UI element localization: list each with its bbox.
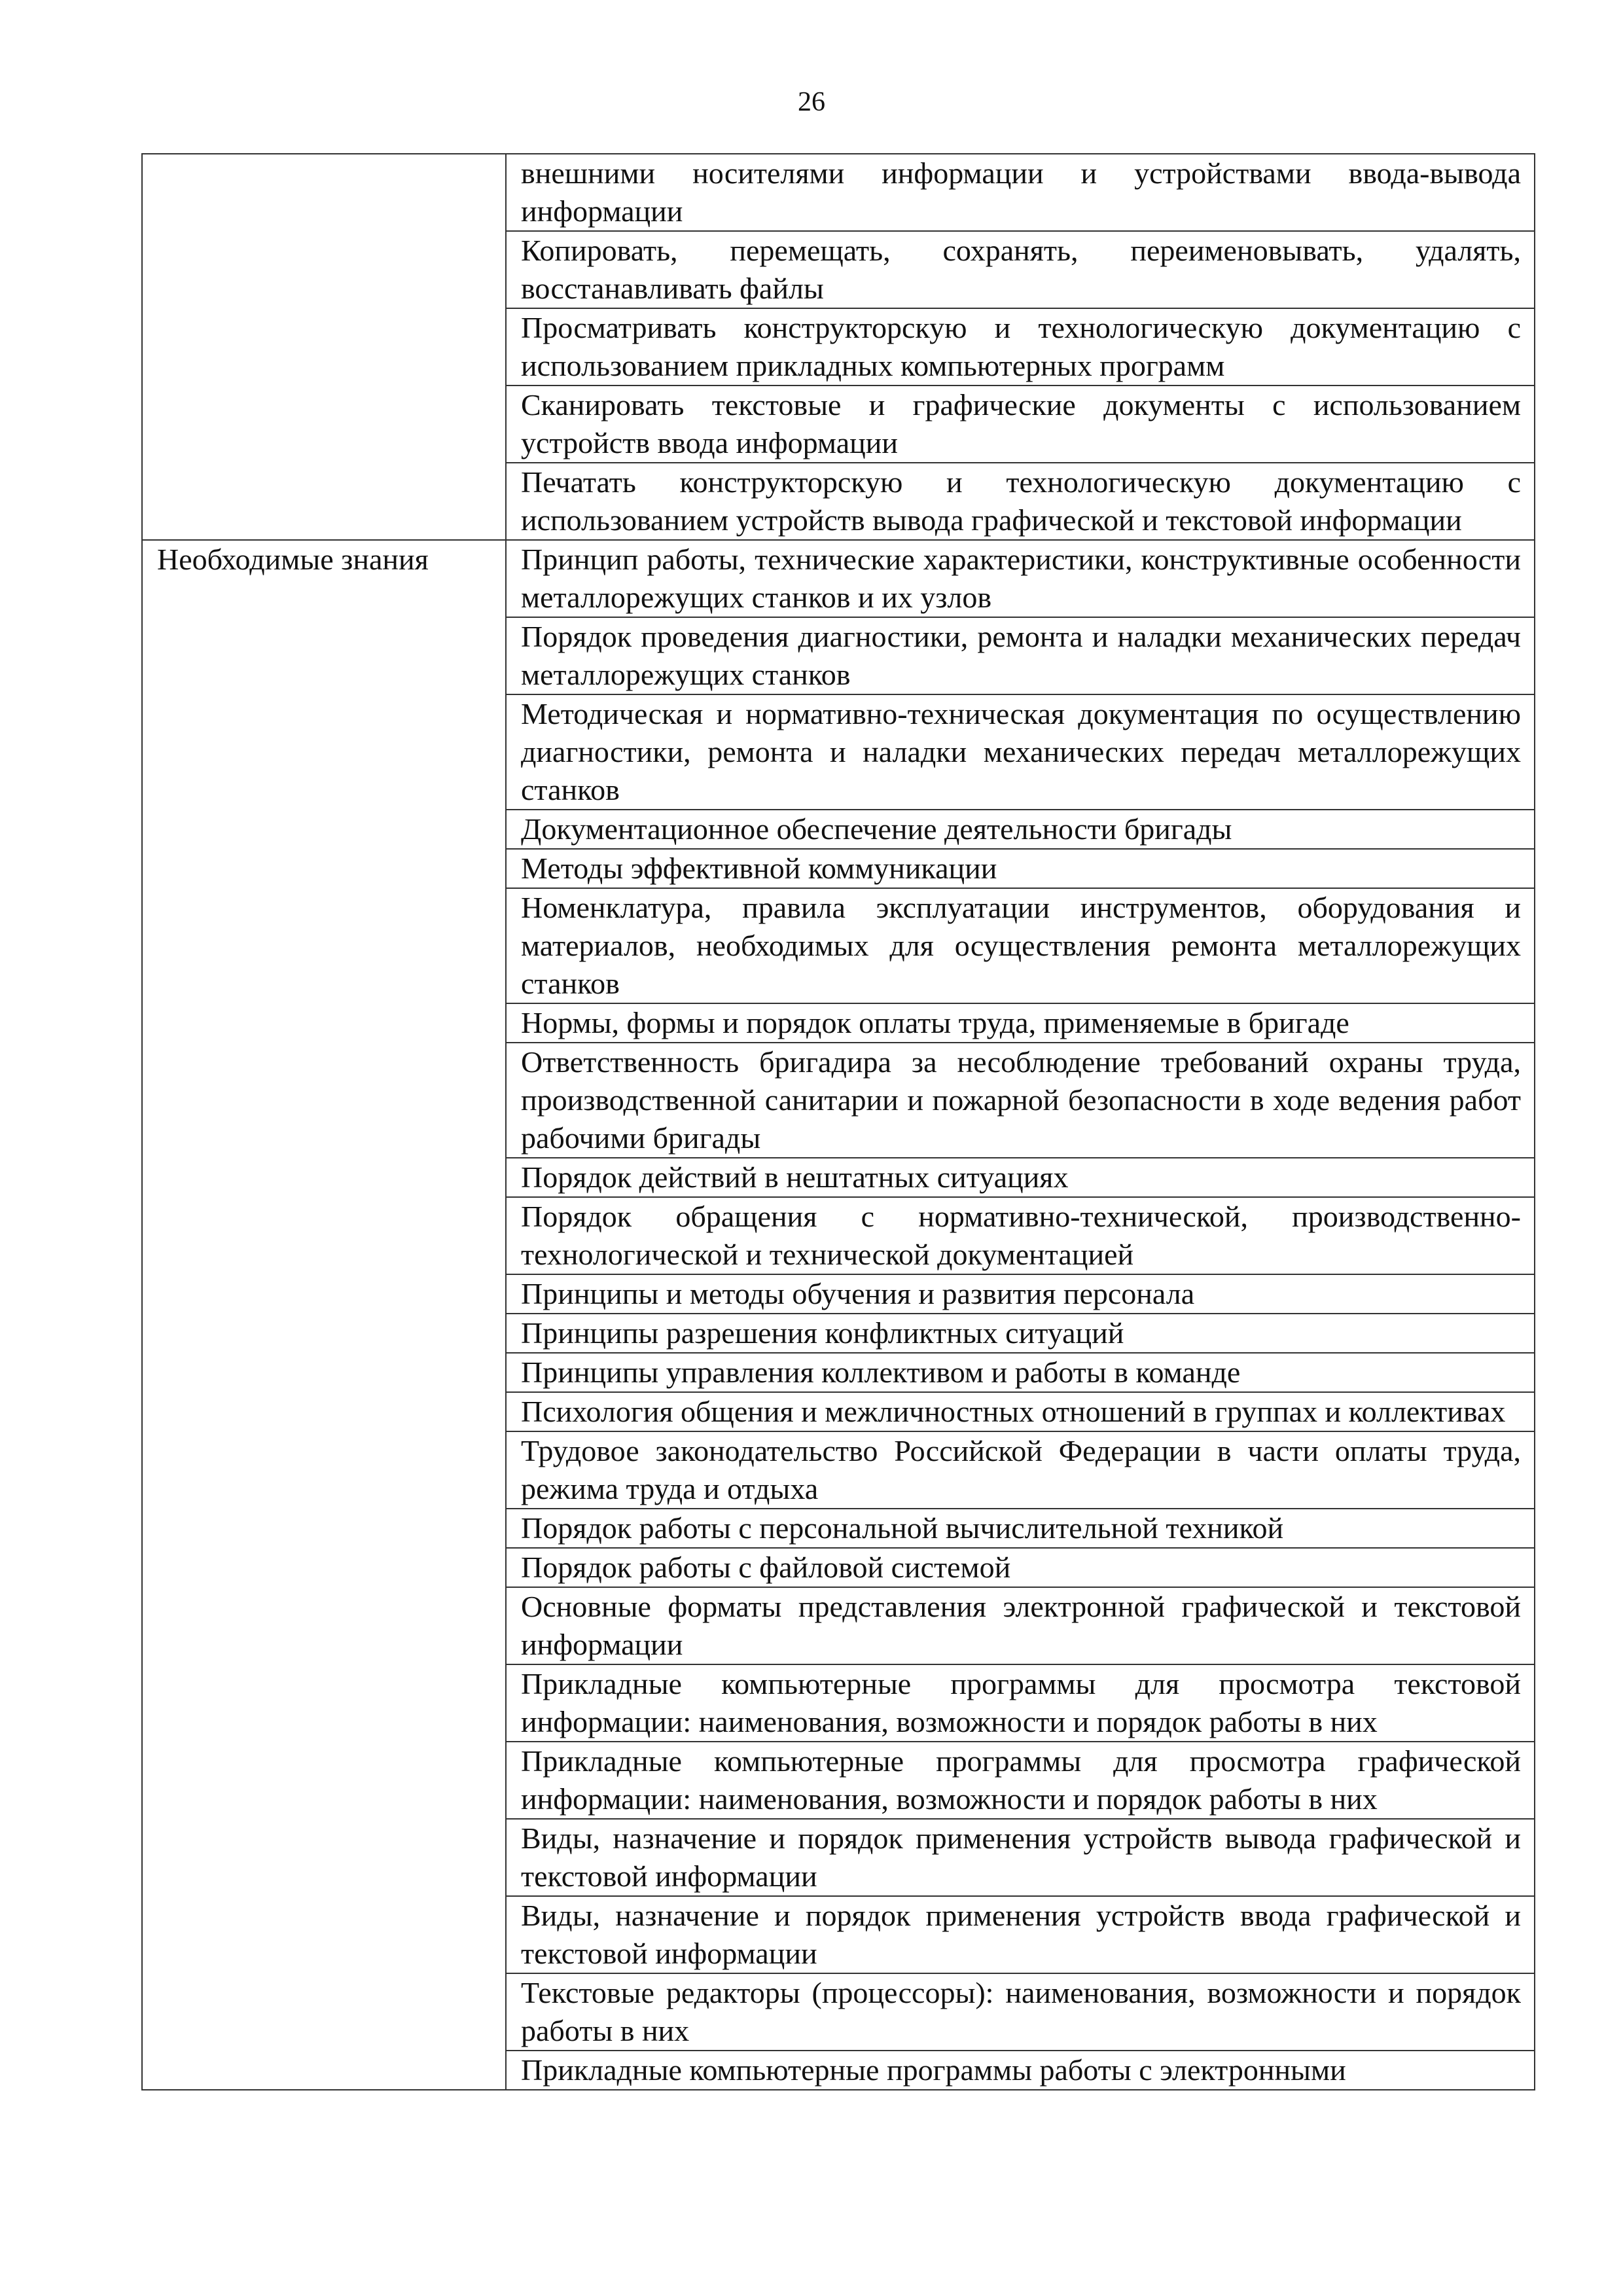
- page-number: 26: [798, 87, 825, 117]
- table-cell: Порядок обращения с нормативно-технической, производственно-технологической и технической документацией: [506, 1197, 1535, 1274]
- table-cell: Психология общения и межличностных отношений в группах и коллективах: [506, 1392, 1535, 1431]
- table-cell: Сканировать текстовые и графические документы с использованием устройств ввода информации: [506, 386, 1535, 463]
- table-cell: Принципы разрешения конфликтных ситуаций: [506, 1314, 1535, 1353]
- table-cell: Виды, назначение и порядок применения устройств вывода графической и текстовой информации: [506, 1819, 1535, 1896]
- table-cell: Методы эффективной коммуникации: [506, 849, 1535, 888]
- table-cell: Трудовое законодательство Российской Федерации в части оплаты труда, режима труда и отдыха: [506, 1431, 1535, 1509]
- table-cell: Прикладные компьютерные программы работы с электронными: [506, 2051, 1535, 2090]
- table-cell: Ответственность бригадира за несоблюдение требований охраны труда, производственной санитарии и пожарной безопасности в ходе ведения работ рабочими бригады: [506, 1043, 1535, 1158]
- requirements-table: [141, 153, 1535, 2090]
- table-row: [142, 540, 1535, 617]
- table-cell: Прикладные компьютерные программы для просмотра графической информации: наименования, возможности и порядок работы в них: [506, 1742, 1535, 1819]
- table-cell: Принципы и методы обучения и развития персонала: [506, 1274, 1535, 1314]
- section-label: Необходимые знания: [142, 540, 506, 2090]
- table-cell: Нормы, формы и порядок оплаты труда, применяемые в бригаде: [506, 1003, 1535, 1043]
- table-cell: Номенклатура, правила эксплуатации инструментов, оборудования и материалов, необходимых для осуществления ремонта металлорежущих станков: [506, 888, 1535, 1003]
- table-cell: Просматривать конструкторскую и технологическую документацию с использованием прикладных компьютерных программ: [506, 308, 1535, 386]
- table-cell: Порядок действий в нештатных ситуациях: [506, 1158, 1535, 1197]
- table-cell: Порядок проведения диагностики, ремонта и наладки механических передач металлорежущих станков: [506, 617, 1535, 694]
- table-row: [142, 154, 1535, 231]
- table-cell: Виды, назначение и порядок применения устройств ввода графической и текстовой информации: [506, 1896, 1535, 1973]
- empty-label-cell: [142, 154, 506, 540]
- table-cell: Порядок работы с персональной вычислительной техникой: [506, 1509, 1535, 1548]
- table-cell: Основные форматы представления электронной графической и текстовой информации: [506, 1587, 1535, 1664]
- table-cell: Прикладные компьютерные программы для просмотра текстовой информации: наименования, возможности и порядок работы в них: [506, 1664, 1535, 1742]
- table-cell: Текстовые редакторы (процессоры): наименования, возможности и порядок работы в них: [506, 1973, 1535, 2051]
- table-cell: Принцип работы, технические характеристики, конструктивные особенности металлорежущих станков и их узлов: [506, 540, 1535, 617]
- table-cell: Принципы управления коллективом и работы в команде: [506, 1353, 1535, 1392]
- table-cell: внешними носителями информации и устройствами ввода-вывода информации: [506, 154, 1535, 231]
- table-cell: Порядок работы с файловой системой: [506, 1548, 1535, 1587]
- table-cell: Методическая и нормативно-техническая документация по осуществлению диагностики, ремонта и наладки механических передач металлорежущих станков: [506, 694, 1535, 810]
- table-cell: Копировать, перемещать, сохранять, переименовывать, удалять, восстанавливать файлы: [506, 231, 1535, 308]
- table-cell: Документационное обеспечение деятельности бригады: [506, 810, 1535, 849]
- table-cell: Печатать конструкторскую и технологическую документацию с использованием устройств вывода графической и текстовой информации: [506, 463, 1535, 540]
